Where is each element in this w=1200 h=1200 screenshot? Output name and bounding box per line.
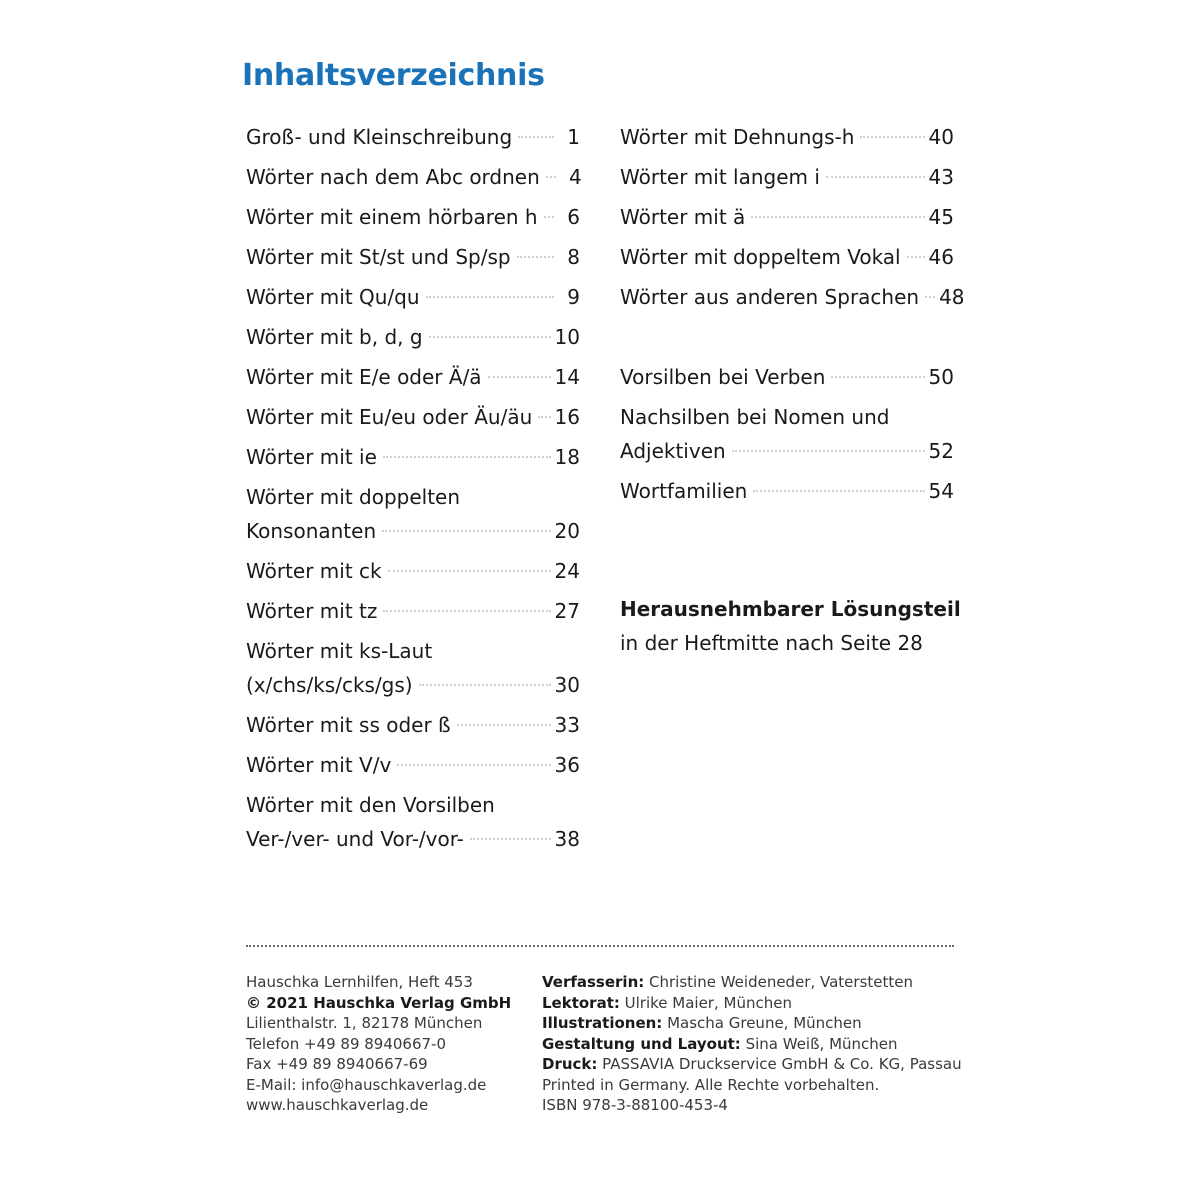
toc-entry <box>246 160 580 194</box>
toc-entry <box>246 440 580 474</box>
imprint-credit-label: Verfasserin: <box>542 973 645 991</box>
toc-entry-title: Wörter mit ie <box>246 445 377 469</box>
solution-note <box>620 592 961 660</box>
toc-entry <box>246 480 580 548</box>
toc-entry-title: Wörter mit Qu/qu <box>246 285 420 309</box>
toc-entry-title: Wörter mit St/st und Sp/sp <box>246 245 511 269</box>
dot-leader <box>426 296 554 298</box>
toc-entry <box>620 200 954 234</box>
imprint-credit-label: Gestaltung und Layout: <box>542 1034 741 1053</box>
dot-leader <box>925 296 935 298</box>
toc-entry <box>246 240 580 274</box>
toc-page-number: 10 <box>554 325 580 349</box>
imprint-credit-value: Sina Weiß, München <box>740 1034 898 1053</box>
toc-entry <box>246 360 580 394</box>
toc-page-number: 30 <box>554 673 580 697</box>
dot-leader <box>538 416 550 418</box>
dot-leader <box>544 216 554 218</box>
toc-entry-title: Wörter mit V/v <box>246 753 392 777</box>
dot-leader <box>732 450 925 452</box>
dot-leader <box>518 136 554 138</box>
toc-page-number: 36 <box>554 753 580 777</box>
dot-leader <box>470 838 551 840</box>
imprint-fax: Fax +49 89 8940667-69 <box>246 1055 428 1073</box>
imprint-credit-label: Lektorat: <box>542 993 620 1012</box>
dot-leader <box>826 176 925 178</box>
toc-page-number: 14 <box>554 365 580 389</box>
toc-entry-title: Adjektiven <box>620 439 726 463</box>
imprint-email: E-Mail: info@hauschkaverlag.de <box>246 1075 487 1094</box>
dot-leader <box>419 684 551 686</box>
toc-entry <box>620 474 954 508</box>
imprint-street: Lilienthalstr. 1, 82178 München <box>246 1014 483 1032</box>
dot-leader <box>488 376 551 378</box>
imprint-credit-value: Mascha Greune, München <box>662 1014 862 1032</box>
solution-heading: Herausnehmbarer Lösungsteil <box>620 597 961 621</box>
toc-entry-title: Wörter mit doppeltem Vokal <box>620 245 901 269</box>
toc-left-column <box>246 120 580 862</box>
toc-page-number: 6 <box>567 205 580 229</box>
imprint-credit-value: Ulrike Maier, München <box>619 993 792 1012</box>
imprint-credit-line <box>542 1075 962 1096</box>
imprint-credit-line <box>542 1054 962 1075</box>
toc-page-number: 16 <box>554 405 580 429</box>
toc-entry-title: Wörter nach dem Abc ordnen <box>246 165 540 189</box>
toc-entry <box>246 594 580 628</box>
toc-entry <box>620 240 954 274</box>
toc-page-number: 4 <box>569 165 582 189</box>
toc-entry-title-line: Wörter mit den Vorsilben <box>246 793 495 817</box>
toc-entry-title: Wörter aus anderen Sprachen <box>620 285 920 309</box>
imprint-credit-line <box>542 1095 962 1116</box>
toc-page-number: 9 <box>567 285 580 309</box>
toc-page-number: 50 <box>928 365 954 389</box>
toc-right-column <box>620 120 965 514</box>
imprint-credit-line <box>542 1034 962 1055</box>
toc-entry <box>246 748 580 782</box>
toc-page-number: 24 <box>554 559 580 583</box>
dot-leader <box>429 336 551 338</box>
toc-entry <box>620 160 954 194</box>
toc-page-number: 40 <box>928 125 954 149</box>
dot-leader <box>753 490 924 492</box>
toc-entry <box>620 400 954 468</box>
toc-entry <box>246 554 580 588</box>
toc-entry-title: Wörter mit E/e oder Ä/ä <box>246 365 482 389</box>
imprint-copyright: © 2021 Hauschka Verlag GmbH <box>246 993 512 1012</box>
toc-page-number: 38 <box>554 827 580 851</box>
toc-entry <box>246 200 580 234</box>
dot-leader <box>546 176 556 178</box>
dot-leader <box>397 764 550 766</box>
solution-text: in der Heftmitte nach Seite 28 <box>620 631 923 655</box>
imprint-web: www.hauschkaverlag.de <box>246 1096 429 1114</box>
toc-entry-title: Wörter mit b, d, g <box>246 325 423 349</box>
toc-page-number: 45 <box>928 205 954 229</box>
dot-leader <box>388 570 551 572</box>
toc-spacer <box>620 320 954 360</box>
toc-page-number: 33 <box>554 713 580 737</box>
toc-entry-title: Wörter mit langem i <box>620 165 820 189</box>
toc-page-number: 52 <box>928 439 954 463</box>
imprint-credit-value: Printed in Germany. Alle Rechte vorbehalten. <box>542 1075 880 1094</box>
imprint-credit-line <box>542 1013 962 1034</box>
imprint-credit-line <box>542 972 962 993</box>
imprint-series: Hauschka Lernhilfen, Heft 453 <box>246 973 473 991</box>
toc-entry-title: Wörter mit Dehnungs-h <box>620 125 855 149</box>
imprint-credit-line <box>542 993 962 1014</box>
toc-entry-title-line: Wörter mit doppelten <box>246 485 461 509</box>
toc-entry-title: (x/chs/ks/cks/gs) <box>246 673 413 697</box>
imprint-publisher <box>246 972 511 1116</box>
imprint-phone: Telefon +49 89 8940667-0 <box>246 1034 447 1053</box>
toc-page-number: 48 <box>939 285 965 309</box>
toc-entry <box>246 400 580 434</box>
toc-entry-title: Wörter mit tz <box>246 599 378 623</box>
toc-entry-title: Wörter mit einem hörbaren h <box>246 205 538 229</box>
dot-leader <box>382 530 550 532</box>
dot-leader <box>860 136 924 138</box>
toc-entry <box>246 120 580 154</box>
imprint-credits <box>542 972 962 1116</box>
toc-entry <box>620 120 954 154</box>
toc-page-number: 46 <box>928 245 954 269</box>
toc-page-number: 8 <box>567 245 580 269</box>
toc-page-number: 1 <box>567 125 580 149</box>
dot-leader <box>457 724 551 726</box>
dot-leader <box>383 610 550 612</box>
toc-entry <box>620 360 954 394</box>
dot-leader <box>517 256 554 258</box>
imprint-credit-value: ISBN 978-3-88100-453-4 <box>542 1096 728 1114</box>
dot-leader <box>831 376 924 378</box>
dot-leader <box>907 256 925 258</box>
divider <box>246 945 954 947</box>
toc-page-number: 27 <box>554 599 580 623</box>
toc-entry-title: Wörter mit ck <box>246 559 382 583</box>
toc-entry <box>246 634 580 702</box>
toc-page-number: 54 <box>928 479 954 503</box>
imprint-credit-value: Christine Weideneder, Vaterstetten <box>644 973 913 991</box>
toc-entry <box>246 708 580 742</box>
toc-entry <box>246 788 580 856</box>
page-title: Inhaltsverzeichnis <box>242 58 545 93</box>
toc-page-number: 43 <box>928 165 954 189</box>
toc-page-number: 18 <box>554 445 580 469</box>
toc-entry-title: Konsonanten <box>246 519 377 543</box>
toc-entry-title-line: Wörter mit ks-Laut <box>246 639 433 663</box>
imprint-credit-label: Druck: <box>542 1055 598 1073</box>
toc-entry <box>246 280 580 314</box>
toc-entry-title: Wörter mit ss oder ß <box>246 713 451 737</box>
toc-entry-title-line: Nachsilben bei Nomen und <box>620 405 890 429</box>
toc-entry-title: Wörter mit ä <box>620 205 746 229</box>
toc-entry-title: Wörter mit Eu/eu oder Äu/äu <box>246 405 533 429</box>
imprint-credit-label: Illustrationen: <box>542 1014 663 1032</box>
toc-entry-title: Groß- und Kleinschreibung <box>246 125 513 149</box>
dot-leader <box>751 216 924 218</box>
toc-entry <box>246 320 580 354</box>
imprint-credit-value: PASSAVIA Druckservice GmbH & Co. KG, Passau <box>597 1055 962 1073</box>
dot-leader <box>383 456 551 458</box>
toc-page-number: 20 <box>554 519 580 543</box>
toc-entry-title: Wortfamilien <box>620 479 748 503</box>
toc-entry <box>620 280 965 314</box>
toc-entry-title: Vorsilben bei Verben <box>620 365 826 389</box>
toc-entry-title: Ver-/ver- und Vor-/vor- <box>246 827 464 851</box>
